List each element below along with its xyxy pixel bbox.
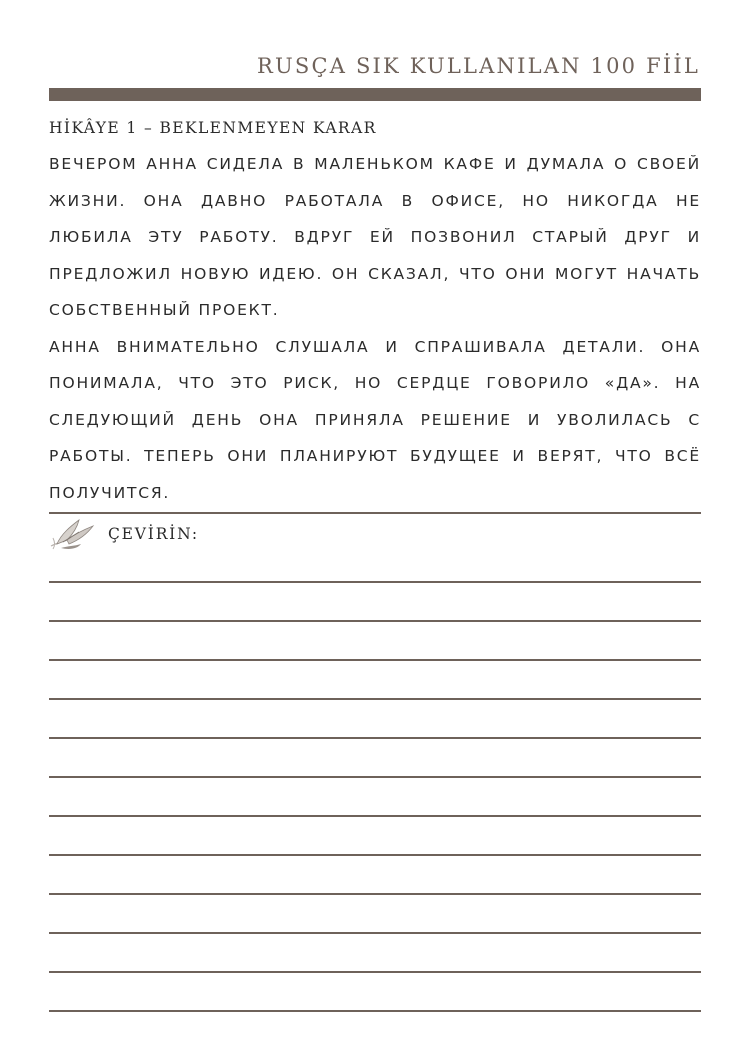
story-paragraph-1: ВЕЧЕРОМ АННА СИДЕЛА В МАЛЕНЬКОМ КАФЕ И ДУМАЛА О СВОЕЙ ЖИЗНИ. ОНА ДАВНО РАБОТАЛА В ОФИСЕ, НО НИКОГДА НЕ ЛЮБИЛА ЭТУ РАБОТУ. ВДРУГ ЕЙ ПОЗВОНИЛ СТАРЫЙ ДРУГ И ПРЕДЛОЖИЛ НОВУЮ ИДЕЮ. ОН СКАЗАЛ, ЧТО ОНИ МОГУТ НАЧАТЬ СОБСТВЕННЫЙ ПРОЕКТ. [49,155,701,319]
write-line[interactable] [49,932,701,934]
write-line[interactable] [49,698,701,700]
write-line[interactable] [49,659,701,661]
section-divider [49,512,701,514]
translate-row [49,516,449,556]
write-line[interactable] [49,971,701,973]
write-line[interactable] [49,815,701,817]
header-bar [49,88,701,101]
story-paragraph-2: АННА ВНИМАТЕЛЬНО СЛУШАЛА И СПРАШИВАЛА ДЕТАЛИ. ОНА ПОНИМАЛА, ЧТО ЭТО РИСК, НО СЕРДЦЕ ГОВОРИЛО «ДА». НА СЛЕДУЮЩИЙ ДЕНЬ ОНА ПРИНЯЛА РЕШЕНИЕ И УВОЛИЛАСЬ С РАБОТЫ. ТЕПЕРЬ ОНИ ПЛАНИРУЮТ БУДУЩЕЕ И ВЕРЯТ, ЧТО ВСЁ ПОЛУЧИТСЯ. [49,337,701,502]
write-line[interactable] [49,581,701,583]
write-line[interactable] [49,776,701,778]
write-line[interactable] [49,737,701,739]
write-line[interactable] [49,620,701,622]
write-line[interactable] [49,893,701,895]
write-line[interactable] [49,854,701,856]
translate-label: ÇEVİRİN: [108,525,199,543]
quill-pen-icon [49,516,97,552]
story-title: HİKÂYE 1 – BEKLENMEYEN KARAR [49,119,377,137]
story-body [49,146,701,511]
header-title: RUSÇA SIK KULLANILAN 100 FİİL [256,54,700,78]
write-line[interactable] [49,1010,701,1012]
